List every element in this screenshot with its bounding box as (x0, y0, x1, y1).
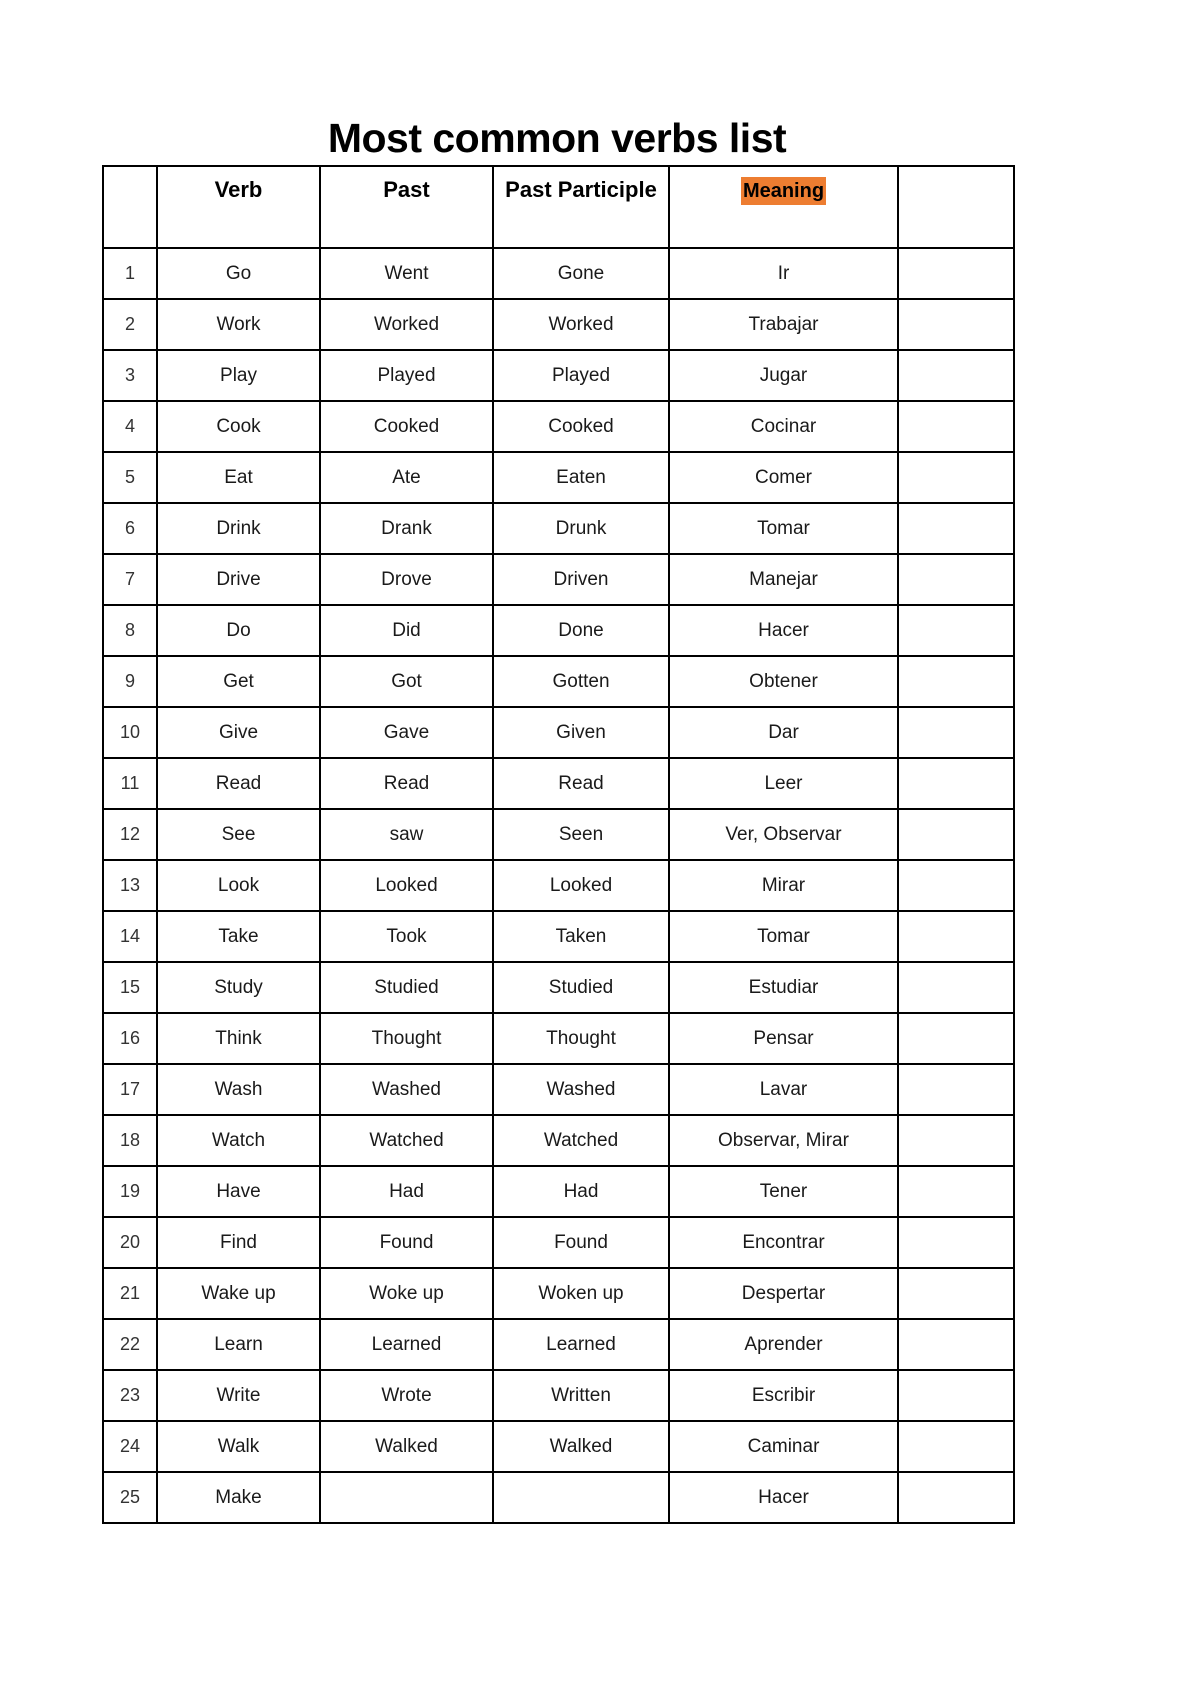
past-participle-cell: Had (493, 1166, 669, 1217)
past-participle-cell: Washed (493, 1064, 669, 1115)
extra-cell (898, 1472, 1014, 1523)
verb-cell: Go (157, 248, 320, 299)
past-cell: Drove (320, 554, 493, 605)
table-row (103, 1115, 1014, 1166)
meaning-cell: Escribir (669, 1370, 898, 1421)
meaning-cell: Obtener (669, 656, 898, 707)
row-number: 2 (103, 299, 157, 350)
meaning-cell: Tomar (669, 503, 898, 554)
past-cell: Washed (320, 1064, 493, 1115)
row-number: 16 (103, 1013, 157, 1064)
verb-cell: Work (157, 299, 320, 350)
meaning-cell: Cocinar (669, 401, 898, 452)
row-number: 14 (103, 911, 157, 962)
header-meaning: Meaning (741, 177, 826, 205)
past-participle-cell: Drunk (493, 503, 669, 554)
table-row (103, 1166, 1014, 1217)
verb-cell: Get (157, 656, 320, 707)
past-participle-cell (493, 1472, 669, 1523)
past-participle-cell: Gone (493, 248, 669, 299)
meaning-cell: Tomar (669, 911, 898, 962)
table-row (103, 1370, 1014, 1421)
meaning-cell: Ir (669, 248, 898, 299)
meaning-cell: Trabajar (669, 299, 898, 350)
past-participle-cell: Worked (493, 299, 669, 350)
extra-cell (898, 401, 1014, 452)
past-cell: Took (320, 911, 493, 962)
extra-cell (898, 1115, 1014, 1166)
header-verb: Verb (157, 166, 320, 248)
meaning-cell: Mirar (669, 860, 898, 911)
past-cell: Thought (320, 1013, 493, 1064)
table-row (103, 1268, 1014, 1319)
extra-cell (898, 911, 1014, 962)
past-participle-cell: Driven (493, 554, 669, 605)
past-cell: Ate (320, 452, 493, 503)
meaning-cell: Caminar (669, 1421, 898, 1472)
extra-cell (898, 1013, 1014, 1064)
past-cell: Got (320, 656, 493, 707)
page-title: Most common verbs list (327, 115, 787, 161)
header-past-participle: Past Participle (493, 166, 669, 248)
past-participle-cell: Learned (493, 1319, 669, 1370)
verb-cell: Walk (157, 1421, 320, 1472)
verb-cell: Drink (157, 503, 320, 554)
meaning-cell: Leer (669, 758, 898, 809)
past-participle-cell: Done (493, 605, 669, 656)
row-number: 25 (103, 1472, 157, 1523)
past-participle-cell: Looked (493, 860, 669, 911)
verb-cell: Study (157, 962, 320, 1013)
table-row (103, 554, 1014, 605)
extra-cell (898, 809, 1014, 860)
meaning-cell: Estudiar (669, 962, 898, 1013)
past-cell: Learned (320, 1319, 493, 1370)
past-participle-cell: Walked (493, 1421, 669, 1472)
row-number: 9 (103, 656, 157, 707)
extra-cell (898, 605, 1014, 656)
row-number: 13 (103, 860, 157, 911)
verb-cell: Wash (157, 1064, 320, 1115)
past-participle-cell: Gotten (493, 656, 669, 707)
extra-cell (898, 1319, 1014, 1370)
extra-cell (898, 350, 1014, 401)
table-row (103, 1217, 1014, 1268)
table-row (103, 707, 1014, 758)
row-number: 1 (103, 248, 157, 299)
row-number: 18 (103, 1115, 157, 1166)
past-cell: Read (320, 758, 493, 809)
extra-cell (898, 299, 1014, 350)
past-cell: Gave (320, 707, 493, 758)
extra-cell (898, 1268, 1014, 1319)
row-number: 23 (103, 1370, 157, 1421)
past-participle-cell: Cooked (493, 401, 669, 452)
table-body (103, 248, 1014, 1523)
row-number: 19 (103, 1166, 157, 1217)
past-cell: Found (320, 1217, 493, 1268)
meaning-cell: Hacer (669, 1472, 898, 1523)
meaning-cell: Despertar (669, 1268, 898, 1319)
meaning-cell: Ver, Observar (669, 809, 898, 860)
verb-cell: Eat (157, 452, 320, 503)
past-cell: Played (320, 350, 493, 401)
meaning-cell: Aprender (669, 1319, 898, 1370)
extra-cell (898, 1064, 1014, 1115)
past-participle-cell: Studied (493, 962, 669, 1013)
extra-cell (898, 248, 1014, 299)
row-number: 6 (103, 503, 157, 554)
table-row (103, 452, 1014, 503)
past-cell: Went (320, 248, 493, 299)
table-row (103, 503, 1014, 554)
verb-cell: Take (157, 911, 320, 962)
past-participle-cell: Written (493, 1370, 669, 1421)
row-number: 7 (103, 554, 157, 605)
table-row (103, 1064, 1014, 1115)
verb-cell: Give (157, 707, 320, 758)
table-row (103, 911, 1014, 962)
past-participle-cell: Read (493, 758, 669, 809)
verb-cell: Find (157, 1217, 320, 1268)
table-row (103, 1319, 1014, 1370)
extra-cell (898, 1370, 1014, 1421)
extra-cell (898, 1217, 1014, 1268)
table-row (103, 656, 1014, 707)
header-meaning-cell (669, 166, 898, 248)
extra-cell (898, 554, 1014, 605)
past-participle-cell: Woken up (493, 1268, 669, 1319)
verb-cell: Write (157, 1370, 320, 1421)
table-row (103, 809, 1014, 860)
past-cell: Walked (320, 1421, 493, 1472)
past-participle-cell: Taken (493, 911, 669, 962)
past-participle-cell: Found (493, 1217, 669, 1268)
past-participle-cell: Given (493, 707, 669, 758)
past-cell: Drank (320, 503, 493, 554)
row-number: 12 (103, 809, 157, 860)
table-row (103, 350, 1014, 401)
extra-cell (898, 707, 1014, 758)
past-participle-cell: Watched (493, 1115, 669, 1166)
verb-cell: Do (157, 605, 320, 656)
table-row (103, 299, 1014, 350)
extra-cell (898, 1166, 1014, 1217)
header-number (103, 166, 157, 248)
verb-cell: See (157, 809, 320, 860)
row-number: 11 (103, 758, 157, 809)
verbs-table (102, 165, 1015, 1524)
verb-cell: Watch (157, 1115, 320, 1166)
verb-cell: Learn (157, 1319, 320, 1370)
past-cell (320, 1472, 493, 1523)
meaning-cell: Jugar (669, 350, 898, 401)
meaning-cell: Tener (669, 1166, 898, 1217)
verb-cell: Think (157, 1013, 320, 1064)
row-number: 10 (103, 707, 157, 758)
header-past: Past (320, 166, 493, 248)
meaning-cell: Lavar (669, 1064, 898, 1115)
past-cell: Studied (320, 962, 493, 1013)
table-row (103, 248, 1014, 299)
row-number: 5 (103, 452, 157, 503)
meaning-cell: Hacer (669, 605, 898, 656)
verb-cell: Cook (157, 401, 320, 452)
row-number: 22 (103, 1319, 157, 1370)
table-row (103, 758, 1014, 809)
table-row (103, 1421, 1014, 1472)
meaning-cell: Dar (669, 707, 898, 758)
table-row (103, 605, 1014, 656)
table-row (103, 860, 1014, 911)
meaning-cell: Observar, Mirar (669, 1115, 898, 1166)
verb-cell: Drive (157, 554, 320, 605)
meaning-cell: Pensar (669, 1013, 898, 1064)
row-number: 21 (103, 1268, 157, 1319)
extra-cell (898, 860, 1014, 911)
verb-cell: Make (157, 1472, 320, 1523)
table-row (103, 962, 1014, 1013)
past-cell: Worked (320, 299, 493, 350)
extra-cell (898, 656, 1014, 707)
extra-cell (898, 452, 1014, 503)
past-participle-cell: Seen (493, 809, 669, 860)
meaning-cell: Comer (669, 452, 898, 503)
past-cell: Woke up (320, 1268, 493, 1319)
past-cell: Looked (320, 860, 493, 911)
verb-cell: Look (157, 860, 320, 911)
extra-cell (898, 758, 1014, 809)
extra-cell (898, 503, 1014, 554)
row-number: 3 (103, 350, 157, 401)
past-cell: Wrote (320, 1370, 493, 1421)
verb-cell: Have (157, 1166, 320, 1217)
meaning-cell: Encontrar (669, 1217, 898, 1268)
table-row (103, 1472, 1014, 1523)
header-extra (898, 166, 1014, 248)
row-number: 8 (103, 605, 157, 656)
extra-cell (898, 962, 1014, 1013)
row-number: 24 (103, 1421, 157, 1472)
past-participle-cell: Eaten (493, 452, 669, 503)
row-number: 17 (103, 1064, 157, 1115)
verb-cell: Wake up (157, 1268, 320, 1319)
table-header-row (103, 166, 1014, 248)
table-row (103, 1013, 1014, 1064)
row-number: 4 (103, 401, 157, 452)
past-participle-cell: Played (493, 350, 669, 401)
verb-cell: Play (157, 350, 320, 401)
verb-cell: Read (157, 758, 320, 809)
meaning-cell: Manejar (669, 554, 898, 605)
past-cell: Had (320, 1166, 493, 1217)
past-cell: Did (320, 605, 493, 656)
extra-cell (898, 1421, 1014, 1472)
past-participle-cell: Thought (493, 1013, 669, 1064)
past-cell: Watched (320, 1115, 493, 1166)
past-cell: saw (320, 809, 493, 860)
row-number: 20 (103, 1217, 157, 1268)
past-cell: Cooked (320, 401, 493, 452)
table-row (103, 401, 1014, 452)
row-number: 15 (103, 962, 157, 1013)
